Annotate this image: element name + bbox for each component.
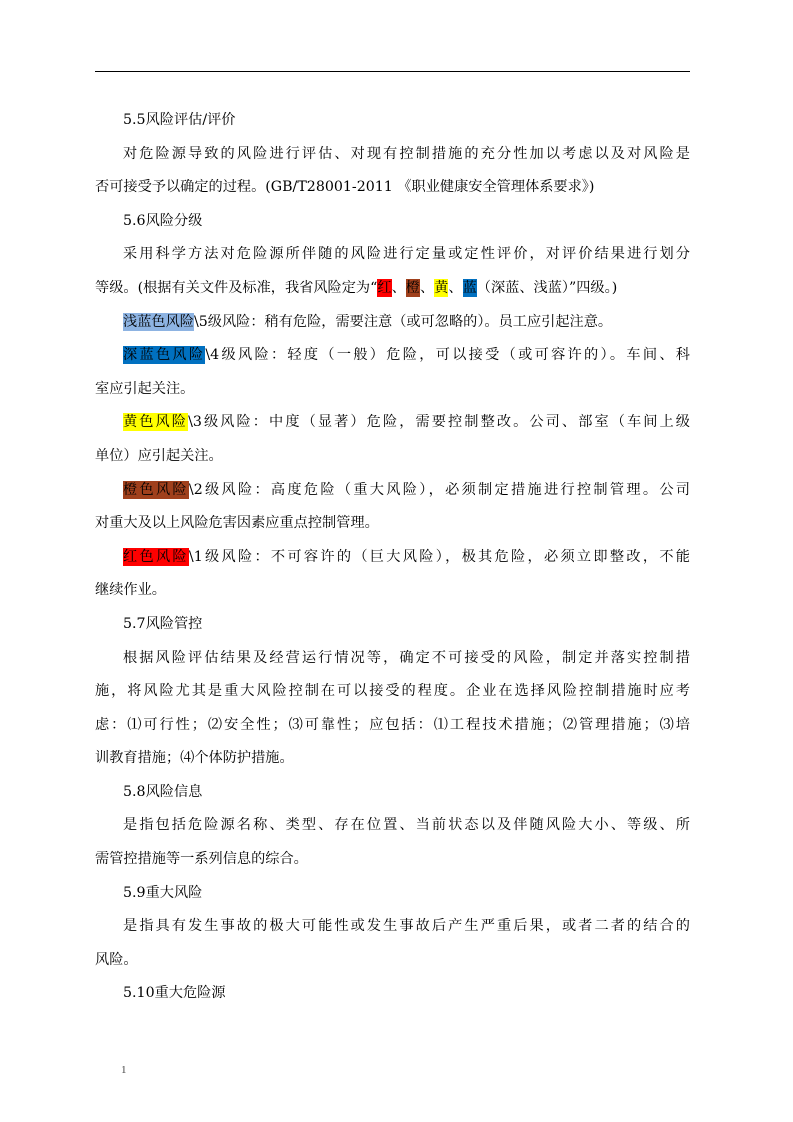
paragraph-line: 风险。 xyxy=(95,951,138,968)
separator: 、 xyxy=(448,279,463,296)
paragraph-line: 对危险源导致的风险进行评估、对现有控制措施的充分性加以考虑以及对风险是 xyxy=(123,145,690,162)
paragraph-line: 采用科学方法对危险源所伴随的风险进行定量或定性评价，对评价结果进行划分 xyxy=(123,246,690,263)
paragraph-line: 单位）应引起关注。 xyxy=(95,447,223,464)
paragraph-line: 根据风险评估结果及经营运行情况等，确定不可接受的风险，制定并落实控制措 xyxy=(123,649,690,666)
separator: 、 xyxy=(419,279,435,296)
paragraph-line: 室应引起关注。 xyxy=(95,380,195,397)
highlight-yellow: 黄 xyxy=(434,279,449,296)
risk-level-3 xyxy=(95,406,690,440)
section-heading-5-6: 5.6风险分级 xyxy=(123,212,203,229)
paragraph-line: 虑：⑴可行性；⑵安全性；⑶可靠性；应包括：⑴工程技术措施；⑵管理措施；⑶培 xyxy=(95,716,690,733)
section-heading-5-9: 5.9重大风险 xyxy=(123,884,203,901)
text: 等级。(根据有关文件及标准，我省风险定为“ xyxy=(95,279,378,296)
risk-level-1 xyxy=(95,541,690,575)
risk-level-4 xyxy=(95,339,690,373)
text: \1级风险：不可容许的（巨大风险），极其危险，必须立即整改，不能 xyxy=(188,548,690,565)
risk-level-2 xyxy=(95,474,690,508)
section-heading-5-7: 5.7风险管控 xyxy=(123,615,203,632)
text: \4级风险：轻度（一般）危险，可以接受（或可容许的）。车间、科 xyxy=(205,347,690,364)
paragraph-line: 需管控措施等一系列信息的综合。 xyxy=(95,851,308,868)
highlight-yellow: 黄色风险 xyxy=(123,414,189,431)
section-heading-5-10: 5.10重大危险源 xyxy=(123,985,226,1002)
paragraph-line: 对重大及以上风险危害因素应重点控制管理。 xyxy=(95,515,379,532)
highlight-red: 红 xyxy=(377,279,392,296)
text: \2级风险：高度危险（重大风险），必须制定措施进行控制管理。公司 xyxy=(188,481,690,498)
paragraph-line: 施，将风险尤其是重大风险控制在可以接受的程度。企业在选择风险控制措施时应考 xyxy=(95,683,690,700)
section-heading-5-8: 5.8风险信息 xyxy=(123,783,203,800)
paragraph-line: 训教育措施；⑷个体防护措施。 xyxy=(95,750,294,767)
highlight-orange: 橙色风险 xyxy=(123,481,189,498)
separator: 、 xyxy=(391,279,406,296)
text: \5级风险：稍有危险，需要注意（或可忽略的）。员工应引起注意。 xyxy=(193,313,613,330)
paragraph-line: 是指包括危险源名称、类型、存在位置、当前状态以及伴随风险大小、等级、所 xyxy=(123,817,690,834)
risk-level-5 xyxy=(95,306,690,340)
page-number: 1 xyxy=(121,1064,127,1076)
highlight-red: 红色风险 xyxy=(123,548,189,565)
section-heading-5-5: 5.5风险评估/评价 xyxy=(123,112,236,128)
highlight-light-blue: 浅蓝色风险 xyxy=(123,313,194,330)
text: （深蓝、浅蓝）”四级。) xyxy=(476,279,618,296)
highlight-blue: 蓝 xyxy=(462,279,477,296)
paragraph-line: 是指具有发生事故的极大可能性或发生事故后产生严重后果，或者二者的结合的 xyxy=(123,918,690,935)
header-rule xyxy=(95,71,690,72)
highlight-dark-blue: 深蓝色风险 xyxy=(123,347,206,364)
paragraph-line xyxy=(95,272,690,306)
highlight-orange: 橙 xyxy=(405,279,420,296)
text: \3级风险：中度（显著）危险，需要控制整改。公司、部室（车间上级 xyxy=(188,414,690,431)
document-body xyxy=(95,104,690,1011)
paragraph-line: 否可接受予以确定的过程。(GB/T28001-2011 《职业健康安全管理体系要求》) xyxy=(95,179,595,196)
paragraph-line: 继续作业。 xyxy=(95,582,166,599)
